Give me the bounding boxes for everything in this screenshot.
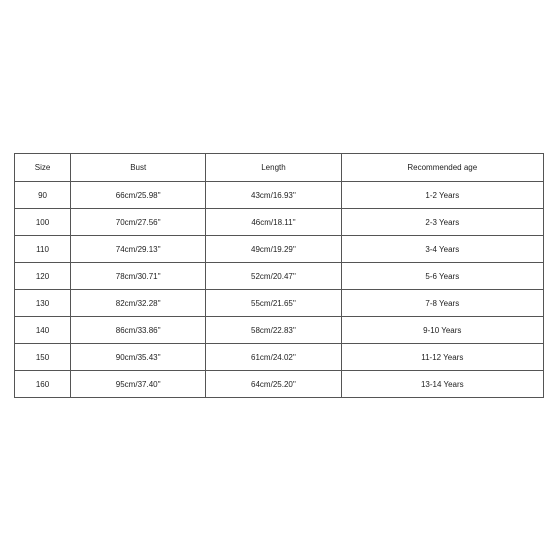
cell-recommended-age: 1-2 Years (341, 182, 543, 209)
table-row (15, 317, 544, 344)
header-recommended-age: Recommended age (341, 154, 543, 182)
table-row (15, 182, 544, 209)
size-chart-table (14, 153, 544, 398)
cell-length: 61cm/24.02'' (206, 344, 341, 371)
cell-length: 52cm/20.47'' (206, 263, 341, 290)
cell-length: 49cm/19.29'' (206, 236, 341, 263)
cell-bust: 70cm/27.56'' (71, 209, 206, 236)
cell-bust: 95cm/37.40'' (71, 371, 206, 398)
cell-recommended-age: 3-4 Years (341, 236, 543, 263)
table-row (15, 344, 544, 371)
cell-recommended-age: 13-14 Years (341, 371, 543, 398)
header-size: Size (15, 154, 71, 182)
cell-size: 100 (15, 209, 71, 236)
cell-length: 43cm/16.93'' (206, 182, 341, 209)
cell-bust: 78cm/30.71'' (71, 263, 206, 290)
cell-recommended-age: 9-10 Years (341, 317, 543, 344)
cell-length: 58cm/22.83'' (206, 317, 341, 344)
cell-bust: 90cm/35.43'' (71, 344, 206, 371)
table-row (15, 290, 544, 317)
cell-size: 110 (15, 236, 71, 263)
cell-size: 130 (15, 290, 71, 317)
table-row (15, 263, 544, 290)
cell-length: 46cm/18.11'' (206, 209, 341, 236)
cell-bust: 74cm/29.13'' (71, 236, 206, 263)
cell-recommended-age: 11-12 Years (341, 344, 543, 371)
cell-bust: 82cm/32.28'' (71, 290, 206, 317)
table-row (15, 236, 544, 263)
table-row (15, 371, 544, 398)
table-row (15, 209, 544, 236)
cell-bust: 66cm/25.98'' (71, 182, 206, 209)
cell-size: 90 (15, 182, 71, 209)
cell-bust: 86cm/33.86'' (71, 317, 206, 344)
table-header-row (15, 154, 544, 182)
header-length: Length (206, 154, 341, 182)
cell-length: 55cm/21.65'' (206, 290, 341, 317)
cell-recommended-age: 2-3 Years (341, 209, 543, 236)
cell-size: 150 (15, 344, 71, 371)
cell-size: 160 (15, 371, 71, 398)
cell-size: 140 (15, 317, 71, 344)
cell-recommended-age: 5-6 Years (341, 263, 543, 290)
cell-recommended-age: 7-8 Years (341, 290, 543, 317)
header-bust: Bust (71, 154, 206, 182)
cell-length: 64cm/25.20'' (206, 371, 341, 398)
cell-size: 120 (15, 263, 71, 290)
